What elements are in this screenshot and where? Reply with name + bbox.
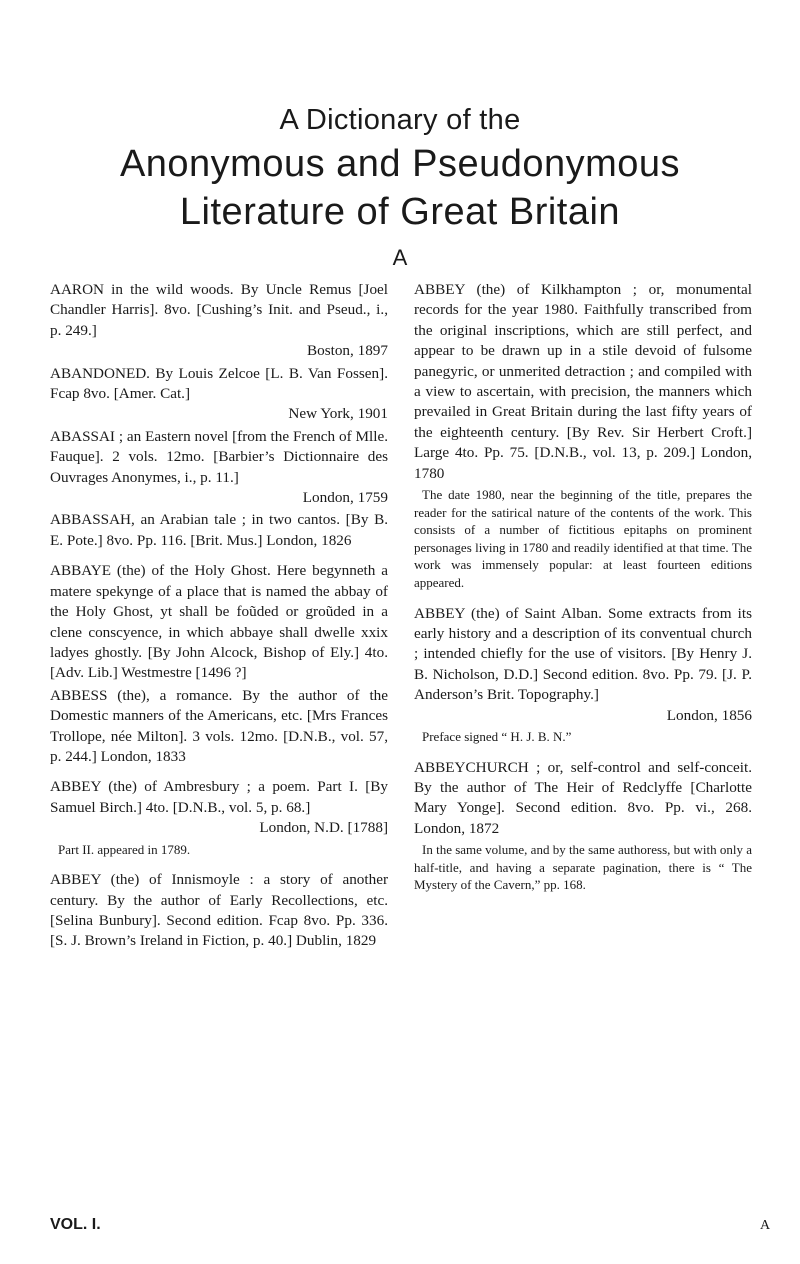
entry-text: ABBEY (the) of Ambresbury ; a poem. Part I. [By Samuel Birch.] 4to. [D.N.B., vol. 5, p. 68.]	[50, 778, 388, 816]
entry-text: ABBEY (the) of Kilkhampton ; or, monumental records for the year 1980. Faithfully transcribed from the original inscriptions, which are still perfect, and appear to be drawn up in a stile devoid of fulsome panegyric, or unmerited detraction ; and compiled with a view to ascertain, with precision, the manners which prevailed in Great Britain during the last fifty years of the eighteenth century. [By Rev. Sir Herbert Croft.] Large 4to. Pp. 75. [D.N.B., vol. 13, p. 209.] London, 1780	[414, 281, 752, 482]
entry-abandoned	[50, 364, 388, 425]
entry-text: ABBAYE (the) of the Holy Ghost. Here begynneth a matere spekynge of a place that is named the abbay of the Holy Ghost, yt shall be foũded or groũded in a clene conscyence, in which abbaye shall dwelle xxix ladyes ghostly. [By John Alcock, Bishop of Ely.] 4to. [Adv. Lib.] Westmestre [1496 ?]	[50, 562, 388, 682]
entry-imprint: London, 1856	[666, 706, 752, 724]
entry-text: AARON in the wild woods. By Uncle Remus [Joel Chandler Harris]. 8vo. [Cushing’s Init. and Pseud., i., p. 249.]	[50, 281, 388, 339]
entry-abassai	[50, 427, 388, 509]
entry-abbey-kilkhampton	[414, 280, 752, 484]
entry-abbess	[50, 686, 388, 768]
entry-text: ABANDONED. By Louis Zelcoe [L. B. Van Fossen]. Fcap 8vo. [Amer. Cat.]	[50, 364, 388, 403]
entry-abbassah	[50, 510, 388, 551]
entry-note: Preface signed “ H. J. B. N.”	[422, 729, 572, 745]
entry-imprint: London, 1759	[302, 489, 388, 507]
left-column	[50, 280, 388, 954]
entry-note: In the same volume, and by the same authoress, but with only a half-title, and having a separate pagination, there is “ The Mystery of the Cavern,” pp. 168.	[414, 842, 752, 893]
entry-abbey-innismoyle	[50, 870, 388, 952]
entry-abbaye	[50, 561, 388, 683]
right-column	[414, 280, 752, 894]
entry-abbeychurch	[414, 758, 752, 840]
title-line-1: A Dictionary of the	[279, 104, 521, 136]
entry-imprint: New York, 1901	[288, 405, 388, 423]
section-letter: A	[392, 245, 408, 270]
entry-text: ABBESS (the), a romance. By the author of the Domestic manners of the Americans, etc. [Mrs Frances Trollope, née Milton]. 3 vols. 12mo. [D.N.B., vol. 57, p. 244.] London, 1833	[50, 686, 388, 765]
title-line-2: Anonymous and Pseudonymous	[119, 143, 681, 185]
entry-abbey-saint-alban	[414, 604, 752, 726]
entry-text: ABASSAI ; an Eastern novel [from the French of Mlle. Fauque]. 2 vols. 12mo. [Barbier’s Dictionnaire des Ouvrages Anonymes, i., p. 11.]	[50, 427, 388, 486]
entry-abbey-ambresbury	[50, 777, 388, 838]
volume-label: VOL. I.	[50, 1216, 101, 1233]
signature-mark: A	[760, 1218, 771, 1233]
entry-aaron	[50, 280, 388, 362]
book-title	[0, 100, 800, 236]
entry-note: The date 1980, near the beginning of the title, prepares the reader for the satirical nature of the contents of the work. This consists of a number of fictitious epitaphs on prominent personages living in 1780 and readily identified at that time. The work was immensely popular: at least fourteen editions appeared.	[414, 487, 752, 591]
entry-text: ABBEY (the) of Innismoyle : a story of another century. By the author of Early Recollections, etc. [Selina Bunbury]. Second edition. Fcap 8vo. Pp. 336. [S. J. Brown’s Ireland in Fiction, p. 40.] Dublin, 1829	[50, 871, 388, 950]
entry-note: Part II. appeared in 1789.	[58, 841, 191, 857]
entry-imprint: London, N.D. [1788]	[259, 819, 388, 837]
entry-imprint: Boston, 1897	[306, 342, 388, 360]
entry-text: ABBEYCHURCH ; or, self-control and self-conceit. By the author of The Heir of Redclyffe [Charlotte Mary Yonge]. Second edition. 8vo. Pp. vi., 268. London, 1872	[414, 758, 752, 837]
entry-text: ABBEY (the) of Saint Alban. Some extracts from its early history and a description of its conventual church ; intended chiefly for the use of visitors. [By Henry J. B. Nicholson, D.D.] Second edition. 8vo. Pp. 79. [J. P. Anderson’s Brit. Topography.]	[414, 604, 752, 704]
title-line-3: Literature of Great Britain	[179, 191, 621, 233]
entry-text: ABBASSAH, an Arabian tale ; in two cantos. [By B. E. Pote.] 8vo. Pp. 116. [Brit. Mus.] London, 1826	[50, 511, 388, 549]
